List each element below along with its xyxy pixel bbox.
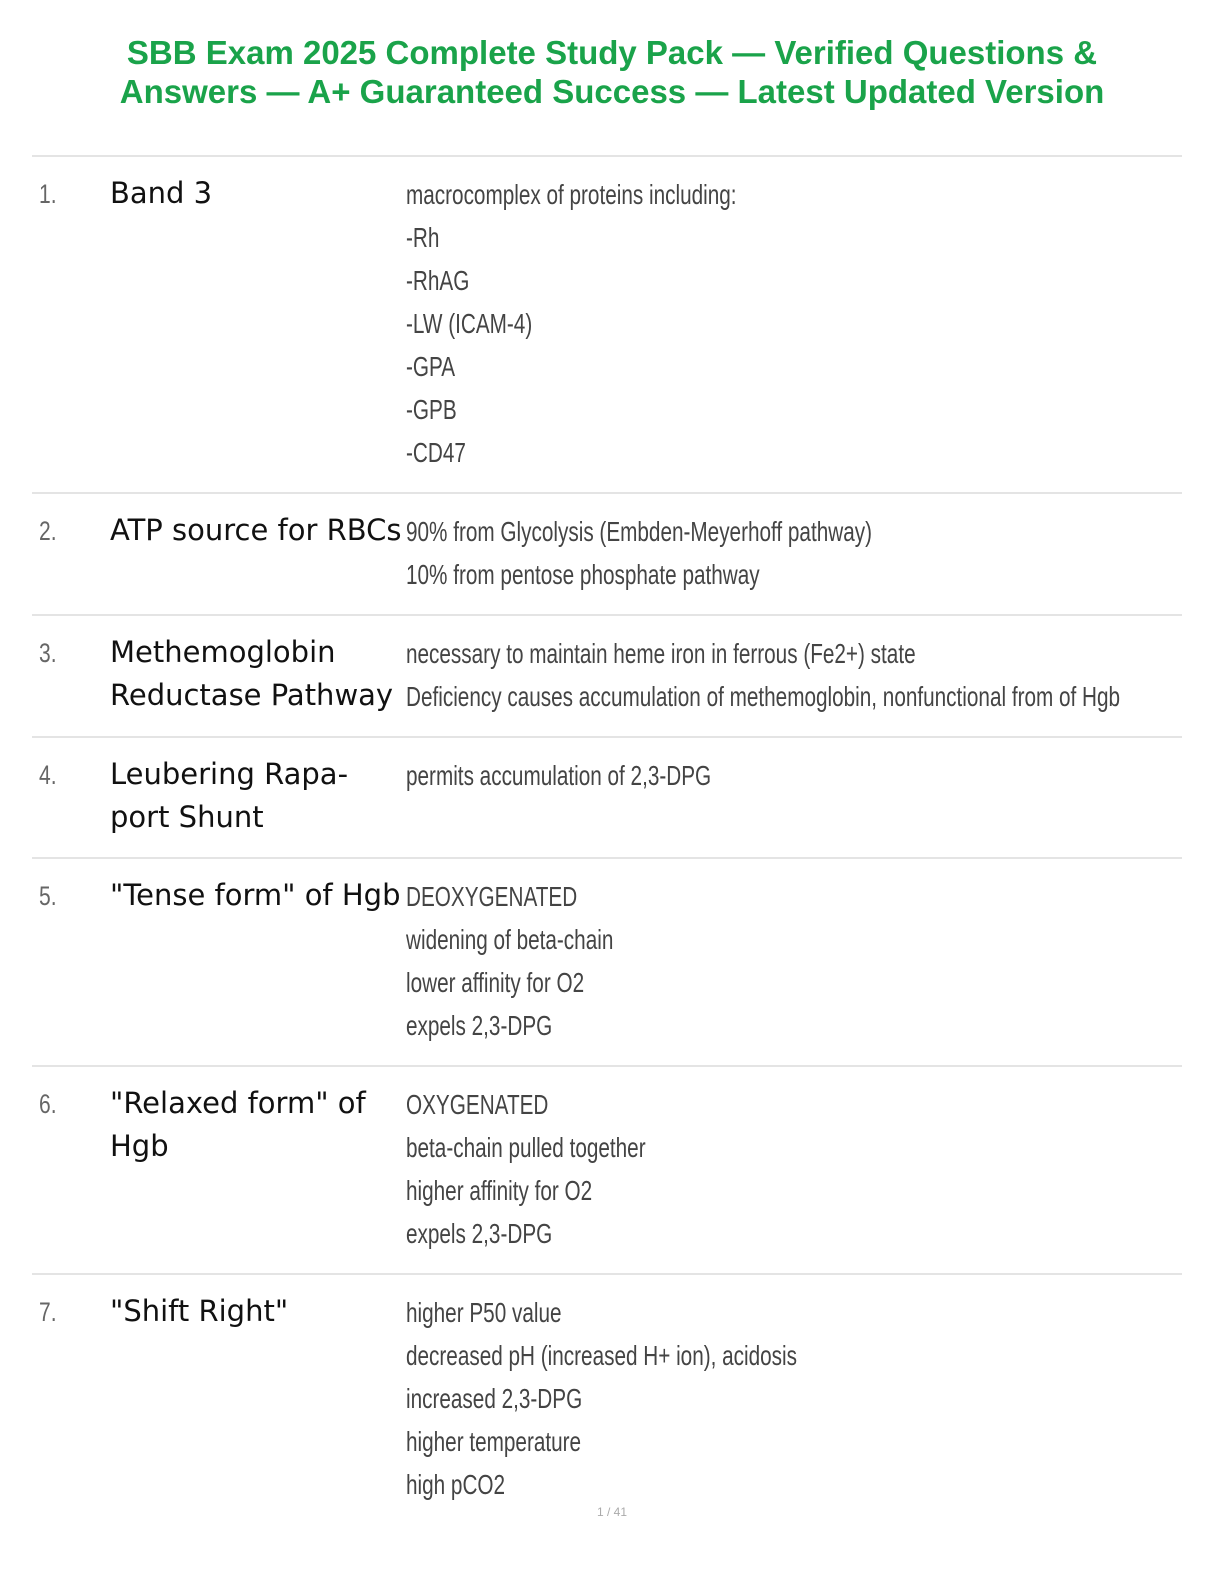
card-term: "Shift Right": [110, 1294, 289, 1328]
page-title-line-2: Answers — A+ Guaranteed Success — Latest Updated Version: [119, 73, 1105, 110]
definition-line: higher affinity for O2: [406, 1175, 593, 1206]
card-number: 2.: [39, 516, 57, 546]
card-number: 6.: [39, 1089, 57, 1119]
definition-line: OXYGENATED: [406, 1089, 549, 1120]
definition-line: higher P50 value: [406, 1297, 562, 1328]
flashcard: [32, 157, 1182, 494]
definition-line: Deficiency causes accumulation of methemoglobin, nonfunctional from of Hgb: [406, 681, 1121, 712]
card-number: 4.: [39, 760, 57, 790]
card-term: ATP source for RBCs: [110, 513, 402, 547]
definition-line: expels 2,3-DPG: [406, 1218, 553, 1249]
definition-line: -GPA: [406, 351, 456, 382]
definition-line: macrocomplex of proteins including:: [406, 179, 737, 210]
card-definition: [406, 754, 1182, 797]
definition-line: widening of beta-chain: [406, 924, 614, 955]
card-definition: [406, 1083, 1182, 1255]
card-number: 1.: [39, 179, 57, 209]
definition-line: 90% from Glycolysis (Embden-Meyerhoff pathway): [406, 516, 872, 547]
definition-line: 10% from pentose phosphate pathway: [406, 559, 760, 590]
card-definition: [406, 510, 1182, 596]
flashcard: [32, 616, 1182, 738]
page-title-line-1: SBB Exam 2025 Complete Study Pack — Verified Questions &: [126, 34, 1098, 71]
definition-line: beta-chain pulled together: [406, 1132, 646, 1163]
definition-line: -RhAG: [406, 265, 470, 296]
card-number: 3.: [39, 638, 57, 668]
card-term: Leubering Rapa-port Shunt: [110, 757, 349, 834]
definition-line: high pCO2: [406, 1469, 506, 1500]
card-definition: [406, 173, 1182, 474]
flashcard: [32, 494, 1182, 616]
card-definition: [406, 1291, 1182, 1506]
card-term: "Relaxed form" of Hgb: [110, 1086, 366, 1163]
card-number: 7.: [39, 1297, 57, 1327]
definition-line: higher temperature: [406, 1426, 582, 1457]
definition-line: expels 2,3-DPG: [406, 1010, 553, 1041]
flashcard: [32, 1275, 1182, 1524]
card-number: 5.: [39, 881, 57, 911]
card-term: "Tense form" of Hgb: [110, 878, 401, 912]
definition-line: lower affinity for O2: [406, 967, 585, 998]
flashcard: [32, 1067, 1182, 1275]
definition-line: permits accumulation of 2,3-DPG: [406, 760, 712, 791]
flashcard: [32, 738, 1182, 859]
definition-line: DEOXYGENATED: [406, 881, 578, 912]
definition-line: necessary to maintain heme iron in ferrous (Fe2+) state: [406, 638, 916, 669]
definition-line: -CD47: [406, 437, 466, 468]
definition-line: -LW (ICAM-4): [406, 308, 533, 339]
card-term: Band 3: [110, 176, 213, 210]
page-title: [0, 33, 1224, 111]
definition-line: decreased pH (increased H+ ion), acidosis: [406, 1340, 798, 1371]
definition-line: -Rh: [406, 222, 440, 253]
card-definition: [406, 875, 1182, 1047]
page-indicator: 1 / 41: [596, 1505, 628, 1519]
flashcard-list: [32, 155, 1182, 1524]
card-term: Methemoglobin Reductase Pathway: [110, 635, 394, 712]
flashcard: [32, 859, 1182, 1067]
definition-line: increased 2,3-DPG: [406, 1383, 583, 1414]
definition-line: -GPB: [406, 394, 457, 425]
card-definition: [406, 632, 1224, 718]
